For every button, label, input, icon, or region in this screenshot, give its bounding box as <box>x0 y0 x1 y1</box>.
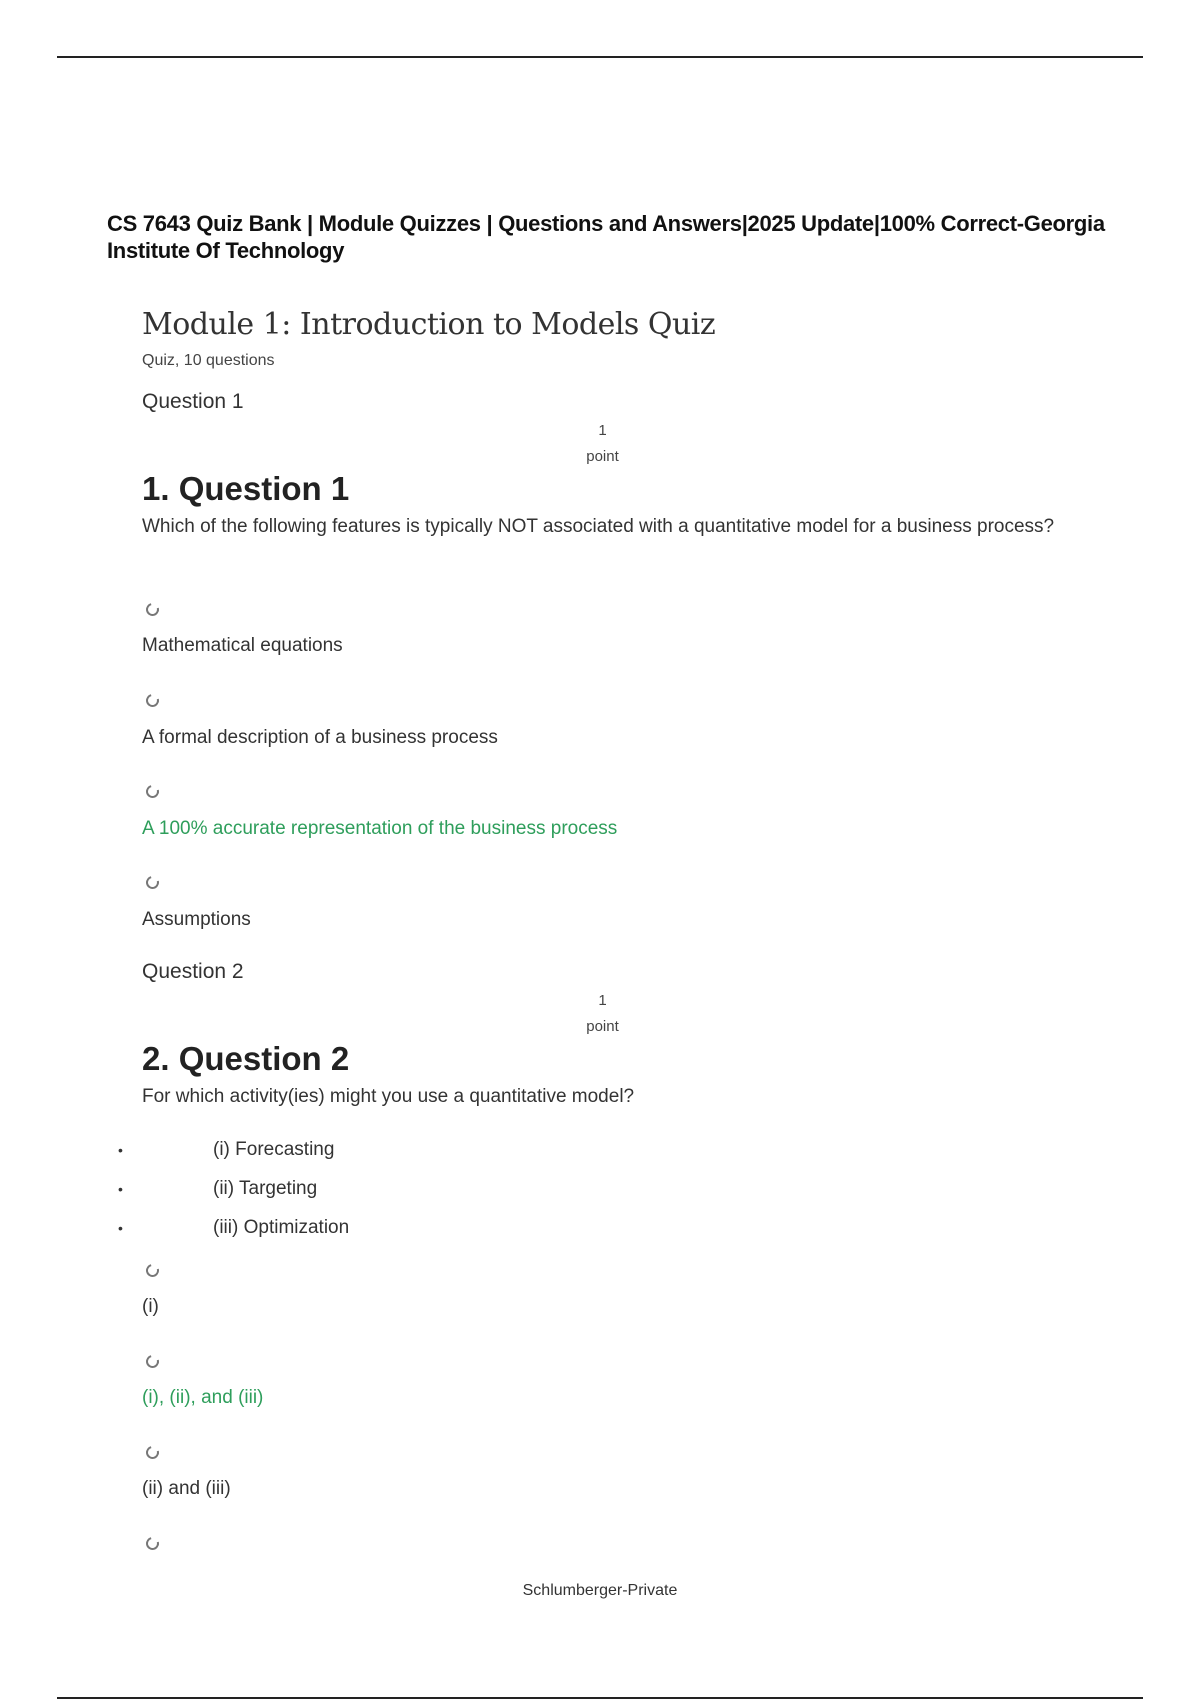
classification-footer: Schlumberger-Private <box>522 1582 678 1599</box>
bullet-icon: • <box>118 1181 123 1197</box>
question-1-heading: 1. Question 1 <box>142 470 350 507</box>
radio-button[interactable] <box>144 874 162 892</box>
radio-button[interactable] <box>144 1444 162 1462</box>
points-unit: point <box>586 448 619 465</box>
question-2-heading: 2. Question 2 <box>142 1040 350 1077</box>
option-1-3-correct[interactable]: A 100% accurate representation of the business process <box>142 818 618 839</box>
list-item-text: (ii) Targeting <box>213 1178 318 1199</box>
question-2-text: For which activity(ies) might you use a quantitative model? <box>142 1086 635 1107</box>
question-2-points <box>560 988 645 1040</box>
question-1-points <box>560 418 645 470</box>
option-1-2[interactable]: A formal description of a business process <box>142 727 498 748</box>
radio-button[interactable] <box>144 692 162 710</box>
list-item-text: (i) Forecasting <box>213 1139 335 1160</box>
question-2-label: Question 2 <box>142 960 244 983</box>
document-title: CS 7643 Quiz Bank | Module Quizzes | Questions and Answers|2025 Update|100% Correct-Georgia Institute Of Technology <box>107 211 1105 263</box>
option-1-4[interactable]: Assumptions <box>142 909 251 930</box>
points-unit: point <box>586 1018 619 1035</box>
points-value: 1 <box>598 422 607 439</box>
module-title: Module 1: Introduction to Models Quiz <box>142 307 716 342</box>
radio-button[interactable] <box>144 1353 162 1371</box>
bullet-icon: • <box>118 1142 123 1158</box>
radio-button[interactable] <box>144 783 162 801</box>
bullet-icon: • <box>118 1220 123 1236</box>
radio-button[interactable] <box>144 1262 162 1280</box>
bottom-rule <box>57 1697 1143 1699</box>
points-value: 1 <box>598 992 607 1009</box>
option-2-2-correct[interactable]: (i), (ii), and (iii) <box>142 1387 264 1408</box>
option-2-3[interactable]: (ii) and (iii) <box>142 1478 231 1499</box>
question-1-label: Question 1 <box>142 390 244 413</box>
option-1-1[interactable]: Mathematical equations <box>142 635 343 656</box>
top-rule <box>57 56 1143 58</box>
list-item-text: (iii) Optimization <box>213 1217 350 1238</box>
option-2-1[interactable]: (i) <box>142 1296 159 1317</box>
module-subtitle: Quiz, 10 questions <box>142 352 275 369</box>
radio-button[interactable] <box>144 601 162 619</box>
radio-button[interactable] <box>144 1535 162 1553</box>
question-1-text: Which of the following features is typically NOT associated with a quantitative model for a business process? <box>142 516 1055 537</box>
